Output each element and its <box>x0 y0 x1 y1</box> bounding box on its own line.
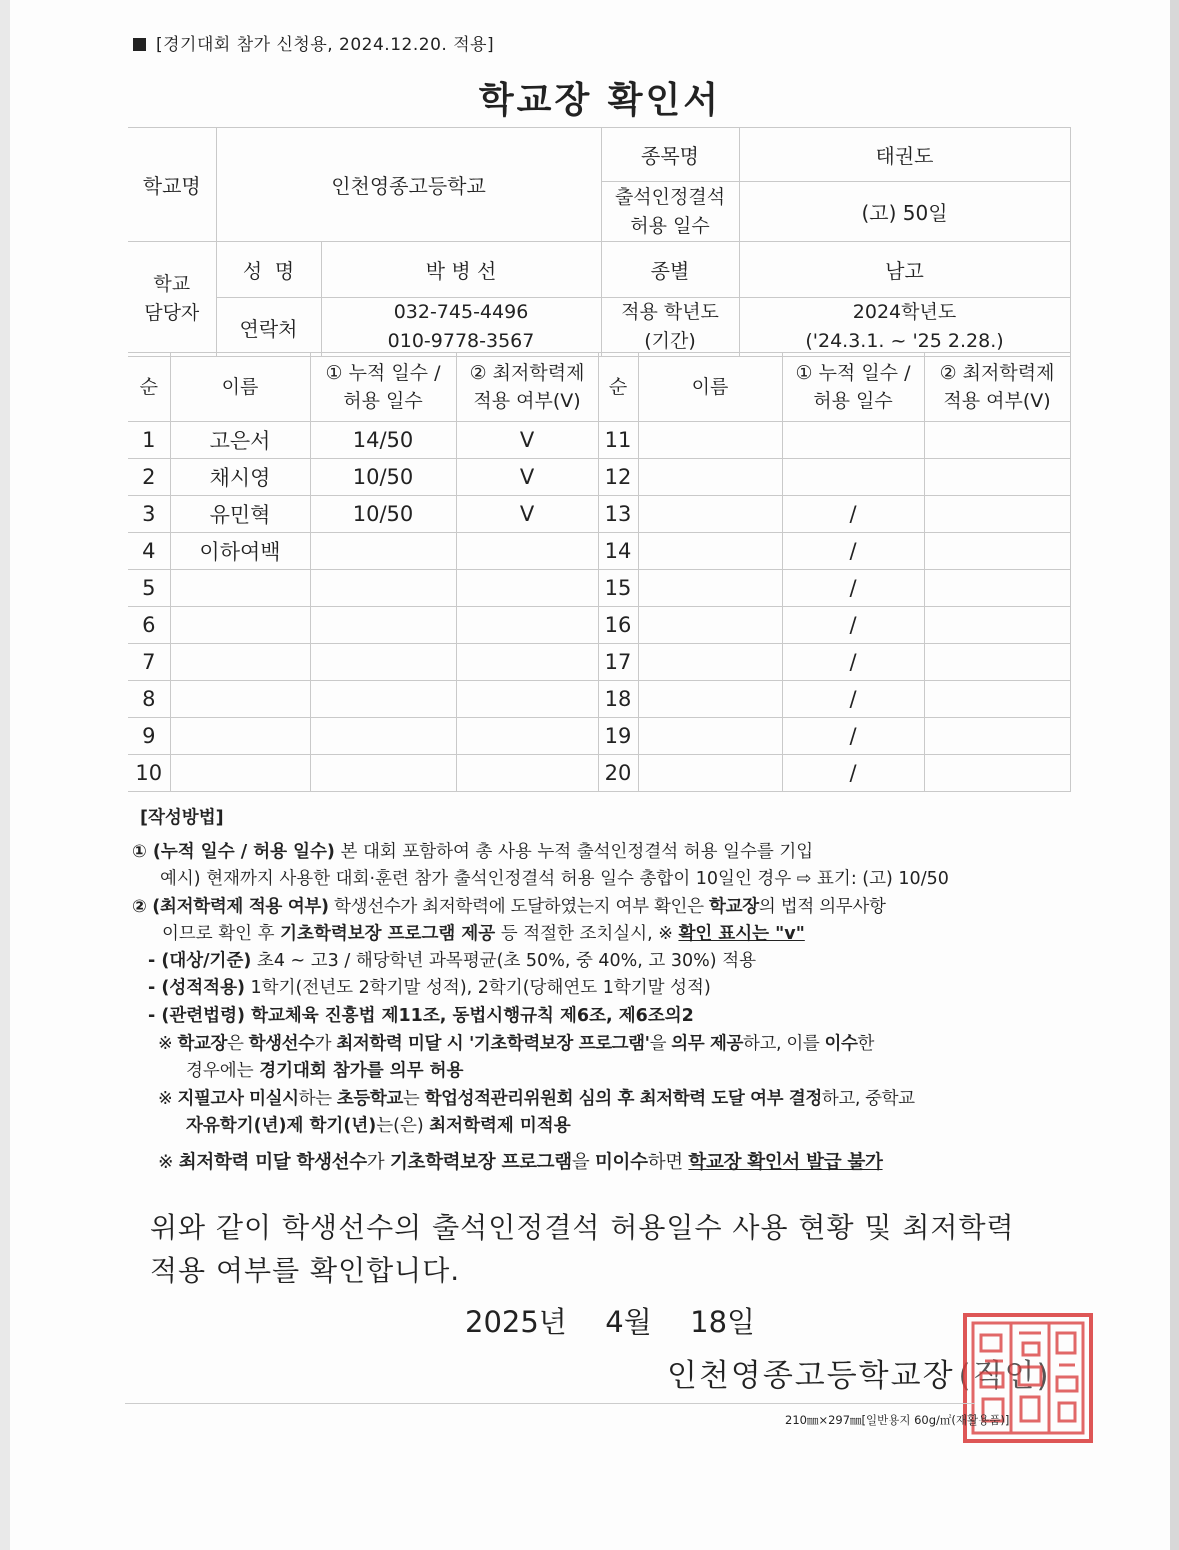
row-no: 12 <box>598 459 638 496</box>
row-check: V <box>456 496 598 533</box>
table-row <box>128 459 1070 496</box>
table-row <box>128 533 1070 570</box>
row-name <box>170 718 310 755</box>
row-no: 11 <box>598 422 638 459</box>
row-no: 20 <box>598 755 638 792</box>
confirmation-line-1: 위와 같이 학생선수의 출석인정결석 허용일수 사용 현황 및 최저학력 <box>150 1211 1015 1244</box>
info-table <box>128 127 1071 357</box>
row-days <box>310 681 456 718</box>
instruction-10-mark: ※ <box>158 1089 178 1109</box>
col-name-left: 이름 <box>170 353 310 422</box>
row-check <box>924 459 1070 496</box>
row-days: 10/50 <box>310 459 456 496</box>
col-days-right-line-1: ① 누적 일수 / <box>795 362 911 384</box>
row-days: / <box>782 755 924 792</box>
row-name <box>638 644 782 681</box>
row-check: V <box>456 422 598 459</box>
contact-value <box>321 298 601 357</box>
row-check <box>924 422 1070 459</box>
col-name-right: 이름 <box>638 353 782 422</box>
instruction-1-bold: ① (누적 일수 / 허용 일수) <box>132 842 335 862</box>
instruction-4-text: 이므로 확인 후 <box>162 924 281 944</box>
instruction-line-4 <box>162 921 805 948</box>
instruction-line-8 <box>158 1031 874 1058</box>
row-days: / <box>782 570 924 607</box>
row-name <box>170 681 310 718</box>
instruction-8-f: 최저학력 미달 시 '기초학력보장 프로그램' <box>336 1034 650 1054</box>
year-label <box>601 298 739 357</box>
col-min-right-line-2: 적용 여부(V) <box>943 390 1051 412</box>
row-days: / <box>782 496 924 533</box>
row-no: 18 <box>598 681 638 718</box>
instruction-8-mark: ※ <box>158 1034 178 1054</box>
instruction-12-e: 을 <box>571 1152 595 1173</box>
absence-label <box>601 182 739 242</box>
row-no: 2 <box>128 459 170 496</box>
row-check <box>924 644 1070 681</box>
row-check <box>456 718 598 755</box>
row-no: 17 <box>598 644 638 681</box>
bottom-rule <box>125 1403 975 1404</box>
col-days-right <box>782 353 924 422</box>
col-min-right-line-1: ② 최저학력제 <box>939 362 1055 384</box>
issue-date: 2025년 4월 18일 <box>465 1305 756 1339</box>
row-check <box>456 644 598 681</box>
instruction-10-b: 지필고사 미실시 <box>177 1089 299 1109</box>
type-label: 종별 <box>601 242 739 298</box>
instruction-line-12 <box>158 1149 883 1176</box>
row-name <box>638 718 782 755</box>
instruction-5-text: 초4 ~ 고3 / 해당학년 과목평균(초 50%, 중 40%, 고 30%) 적용 <box>251 951 756 971</box>
instruction-11-c: 최저학력제 미적용 <box>429 1116 571 1136</box>
row-check <box>924 570 1070 607</box>
row-check <box>924 533 1070 570</box>
col-days-right-line-2: 허용 일수 <box>813 390 893 412</box>
row-check <box>456 570 598 607</box>
principal-text: 인천영종고등학교장 <box>667 1358 955 1394</box>
instructions-heading: [작성방법] <box>140 808 224 828</box>
instruction-8-h: 의무 제공 <box>671 1034 743 1054</box>
instruction-line-1 <box>132 839 813 866</box>
instruction-12-c: 가 <box>366 1152 390 1173</box>
absence-days-value: (고) 50일 <box>739 182 1070 242</box>
row-name: 고은서 <box>170 422 310 459</box>
row-check <box>456 681 598 718</box>
absence-label-line-1: 출석인정결석 <box>614 185 726 208</box>
instruction-3-bold-2: 학교장 <box>709 897 759 917</box>
col-no-right: 순 <box>598 353 638 422</box>
header-note-text: [경기대회 참가 신청용, 2024.12.20. 적용] <box>156 35 495 55</box>
instruction-3-text: 학생선수가 최저학력에 도달하였는지 여부 확인은 <box>328 897 710 917</box>
row-days: / <box>782 607 924 644</box>
instruction-10-f: 학업성적관리위원회 심의 후 최저학력 도달 여부 결정 <box>424 1089 822 1109</box>
instruction-6-text: 1학기(전년도 2학기말 성적), 2학기(당해연도 1학기말 성적) <box>244 978 711 998</box>
instruction-line-10 <box>158 1086 915 1113</box>
row-name <box>170 755 310 792</box>
instruction-1-text: 본 대회 포함하여 총 사용 누적 출석인정결석 허용 일수를 기입 <box>334 842 814 862</box>
row-name <box>638 496 782 533</box>
row-days <box>310 718 456 755</box>
instruction-line-7: - (관련법령) 학교체육 진흥법 제11조, 동법시행규칙 제6조, 제6조의2 <box>148 1006 694 1026</box>
instruction-8-i: 하고, 이를 <box>743 1034 825 1054</box>
instruction-10-g: 하고, 중학교 <box>821 1089 915 1109</box>
col-min-left-line-1: ② 최저학력제 <box>469 362 585 384</box>
row-days <box>310 533 456 570</box>
period-text: ('24.3.1. ~ '25 2.28.) <box>805 330 1004 352</box>
row-name <box>170 570 310 607</box>
row-days <box>310 570 456 607</box>
col-days-left-line-2: 허용 일수 <box>343 390 423 412</box>
seal-note: (직인) <box>958 1358 1051 1394</box>
type-value: 남고 <box>739 242 1070 298</box>
row-no: 16 <box>598 607 638 644</box>
row-no: 6 <box>128 607 170 644</box>
instruction-10-d: 초등학교 <box>336 1089 403 1109</box>
table-row <box>128 607 1070 644</box>
confirmation-text <box>150 1206 1015 1292</box>
school-name-value: 인천영종고등학교 <box>216 128 601 242</box>
col-no-left: 순 <box>128 353 170 422</box>
row-check <box>456 533 598 570</box>
table-row <box>128 681 1070 718</box>
instruction-6-bold: - (성적적용) <box>148 978 245 998</box>
instruction-11-a: 자유학기(년)제 학기(년) <box>186 1116 377 1136</box>
instruction-8-c: 은 <box>226 1034 249 1054</box>
row-check <box>924 718 1070 755</box>
row-days: / <box>782 681 924 718</box>
year-value <box>739 298 1070 357</box>
table-row <box>128 422 1070 459</box>
instruction-8-j: 이수 <box>824 1034 858 1054</box>
table-row <box>128 718 1070 755</box>
manager-label <box>128 242 216 357</box>
row-no: 7 <box>128 644 170 681</box>
instruction-8-d: 학생선수 <box>248 1034 315 1054</box>
row-name <box>638 533 782 570</box>
manager-label-line-2: 담당자 <box>144 302 200 324</box>
instruction-8-b: 학교장 <box>177 1034 227 1054</box>
instruction-10-c: 하는 <box>298 1089 337 1109</box>
row-check <box>924 496 1070 533</box>
row-no: 13 <box>598 496 638 533</box>
row-name <box>638 570 782 607</box>
instruction-3-bold: ② (최저학력제 적용 여부) <box>132 897 329 917</box>
document-title: 학교장 확인서 <box>478 80 722 121</box>
instruction-12-d: 기초학력보장 프로그램 <box>389 1152 572 1173</box>
confirmation-line-2: 적용 여부를 확인합니다. <box>150 1254 461 1287</box>
phone-2: 010-9778-3567 <box>387 330 535 352</box>
table-row <box>128 755 1070 792</box>
row-no: 15 <box>598 570 638 607</box>
manager-label-line-1: 학교 <box>153 273 191 295</box>
table-row <box>128 644 1070 681</box>
row-days: / <box>782 644 924 681</box>
instruction-line-5 <box>148 948 756 975</box>
instruction-12-g: 하면 <box>647 1152 689 1173</box>
instruction-4-bold: 기초학력보장 프로그램 제공 <box>280 924 496 944</box>
row-days <box>310 607 456 644</box>
row-name <box>638 755 782 792</box>
row-name <box>638 459 782 496</box>
page-edge <box>1170 0 1179 1550</box>
instruction-12-f: 미이수 <box>594 1152 648 1173</box>
row-check <box>924 681 1070 718</box>
row-name <box>638 422 782 459</box>
row-check <box>456 607 598 644</box>
instruction-3-text-2: 의 법적 의무사항 <box>758 897 886 917</box>
student-list-table <box>128 352 1071 792</box>
instruction-8-g: 을 <box>649 1034 672 1054</box>
instruction-line-2: 예시) 현재까지 사용한 대회·훈련 참가 출석인정결석 허용 일수 총합이 10일인 경우 ⇨ 표기: (고) 10/50 <box>160 869 949 889</box>
square-bullet-icon <box>133 38 146 51</box>
row-no: 1 <box>128 422 170 459</box>
row-check <box>924 607 1070 644</box>
row-name: 유민혁 <box>170 496 310 533</box>
year-label-line-1: 적용 학년도 <box>621 301 719 323</box>
row-no: 19 <box>598 718 638 755</box>
row-no: 4 <box>128 533 170 570</box>
row-no: 8 <box>128 681 170 718</box>
row-no: 9 <box>128 718 170 755</box>
row-days <box>310 755 456 792</box>
row-check <box>456 755 598 792</box>
row-days <box>782 459 924 496</box>
paper-spec: 210㎜×297㎜[일반용지 60g/㎡(재활용품)] <box>785 1413 1010 1427</box>
row-days <box>782 422 924 459</box>
instruction-12-mark: ※ <box>158 1152 179 1173</box>
phone-1: 032-745-4496 <box>393 301 529 323</box>
sport-value: 태권도 <box>739 128 1070 182</box>
instruction-12-h: 학교장 확인서 발급 불가 <box>688 1152 883 1173</box>
row-no: 3 <box>128 496 170 533</box>
instruction-11-b: 는(은) <box>376 1116 430 1136</box>
col-min-right <box>924 353 1070 422</box>
row-name: 채시영 <box>170 459 310 496</box>
col-min-left-line-2: 적용 여부(V) <box>473 390 581 412</box>
year-text: 2024학년도 <box>852 301 957 323</box>
school-name-label: 학교명 <box>128 128 216 242</box>
row-no: 10 <box>128 755 170 792</box>
instruction-4-underline: 확인 표시는 "v" <box>678 924 805 944</box>
manager-name-value: 박 병 선 <box>321 242 601 298</box>
table-row <box>128 496 1070 533</box>
header-note <box>133 30 494 55</box>
instruction-8-e: 가 <box>314 1034 337 1054</box>
row-name <box>638 681 782 718</box>
row-days: / <box>782 718 924 755</box>
year-label-line-2: (기간) <box>644 330 696 352</box>
instruction-9-b: 경기대회 참가를 의무 허용 <box>259 1061 464 1081</box>
absence-label-line-2: 허용 일수 <box>630 214 710 237</box>
instruction-line-9 <box>186 1058 463 1085</box>
row-days: / <box>782 533 924 570</box>
col-days-left <box>310 353 456 422</box>
row-name <box>638 607 782 644</box>
row-name: 이하여백 <box>170 533 310 570</box>
name-label: 성 명 <box>216 242 321 298</box>
instruction-8-k: 한 <box>857 1034 875 1054</box>
instruction-4-text-2: 등 적절한 조치실시, ※ <box>495 924 679 944</box>
row-days <box>310 644 456 681</box>
col-days-left-line-1: ① 누적 일수 / <box>325 362 441 384</box>
row-no: 5 <box>128 570 170 607</box>
row-days: 10/50 <box>310 496 456 533</box>
row-name <box>170 607 310 644</box>
contact-label: 연락처 <box>216 298 321 357</box>
col-min-left <box>456 353 598 422</box>
instruction-10-e: 는 <box>402 1089 425 1109</box>
row-check: V <box>456 459 598 496</box>
row-no: 14 <box>598 533 638 570</box>
row-name <box>170 644 310 681</box>
instruction-line-11 <box>186 1113 571 1140</box>
row-days: 14/50 <box>310 422 456 459</box>
instruction-9-a: 경우에는 <box>186 1061 260 1081</box>
table-row <box>128 570 1070 607</box>
instruction-line-3 <box>132 894 886 921</box>
instruction-12-b: 최저학력 미달 학생선수 <box>178 1152 367 1173</box>
sport-label: 종목명 <box>601 128 739 182</box>
instruction-5-bold: - (대상/기준) <box>148 951 252 971</box>
row-check <box>924 755 1070 792</box>
instruction-line-6 <box>148 975 711 1002</box>
